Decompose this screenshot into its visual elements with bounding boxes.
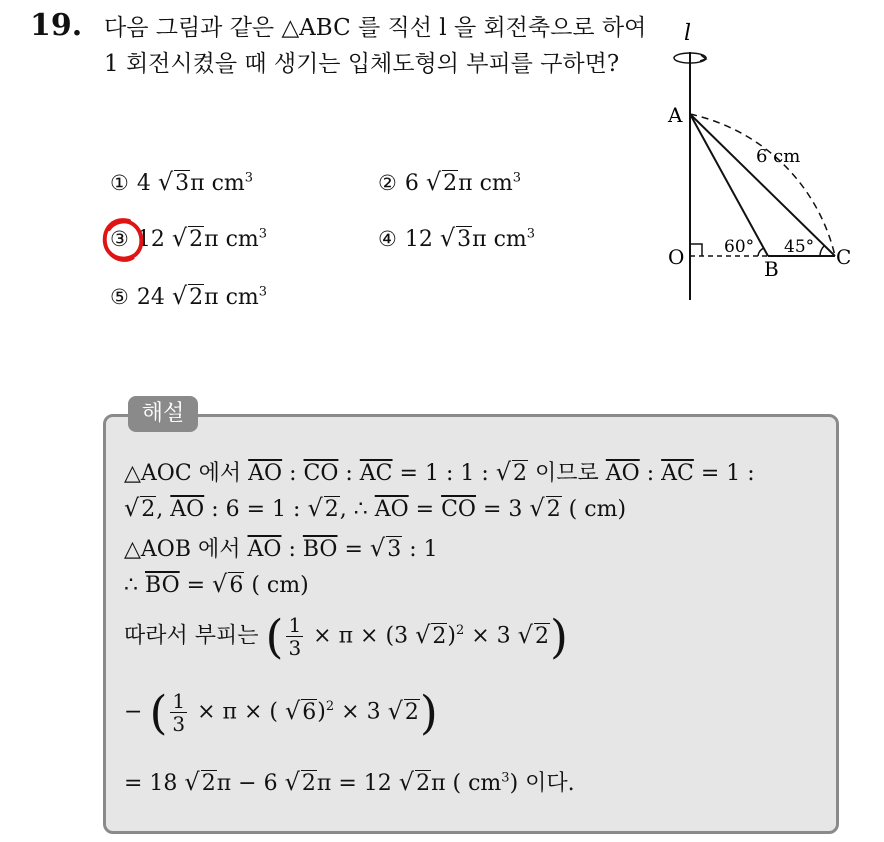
axis-label: l [684,21,692,46]
choice-3-mark: ③ [110,227,129,251]
choice-3[interactable]: ③ 12 √2π $cm^3$ [110,224,268,252]
problem-number: 19. [30,8,83,43]
solution-line-3: △AOB 에서 $\overline{AO}$ : $\overline{BO} = √3$ : 1 [124,534,438,562]
angle-c-label: 45° [784,237,815,257]
choice-5[interactable]: ⑤ 24 √2π $cm^3$ [110,282,268,310]
choice-4[interactable]: ④ 12 √3π $cm^3$ [378,224,536,252]
choice-4-mark: ④ [378,227,397,251]
point-o-label: O [668,245,685,269]
length-label: 6 cm [756,146,801,167]
problem-stem: 다음 그림과 같은 △ABC 를 직선 l 을 회전축으로 하여 1 회전시켰을 때 생기는 입체도형의 부피를 구하면? [104,15,647,77]
solution-line-5: 따라서 부피는 ( $\frac{1}{3}$ × π × (3 √2)$^2$ × 3 √2) [124,609,568,664]
choice-2-mark: ② [378,171,397,195]
solution-line-2: √2, $\overline{AO}$ : 6 = 1 : √2, ∴ $\overline{AO} = \overline{CO} = 3$ √2 ( cm) [124,494,627,522]
choice-1-mark: ① [110,171,129,195]
point-b-label: B [764,257,779,281]
choice-2[interactable]: ② 6 √2π $cm^3$ [378,168,522,196]
triangle-rotation-diagram [660,12,860,307]
choice-5-mark: ⑤ [110,285,129,309]
solution-tab: 해설 [128,396,198,432]
solution-line-1: △AOC 에서 $\overline{AO}$ : $\overline{CO}$ : $\overline{AC} = 1$ : 1 : √2 이므로 $\overline{AO}$ : $\overline{AC} = 1$ : [124,458,755,486]
point-c-label: C [836,245,852,269]
choice-1[interactable]: ① 4 √3π $cm^3$ [110,168,254,196]
angle-b-label: 60° [724,237,755,257]
solution-line-4: ∴ $\overline{BO} = √6$ ( cm) [124,570,309,598]
solution-line-7: = 18 √2π − 6 √2π = 12 √2π ( $cm^3$) 이다. [124,768,575,796]
solution-line-6: − ( $\frac{1}{3}$ × π × ( √6)$^2$ × 3 √2) [124,685,438,740]
point-a-label: A [668,103,683,127]
answer-circle-mark [99,215,147,265]
